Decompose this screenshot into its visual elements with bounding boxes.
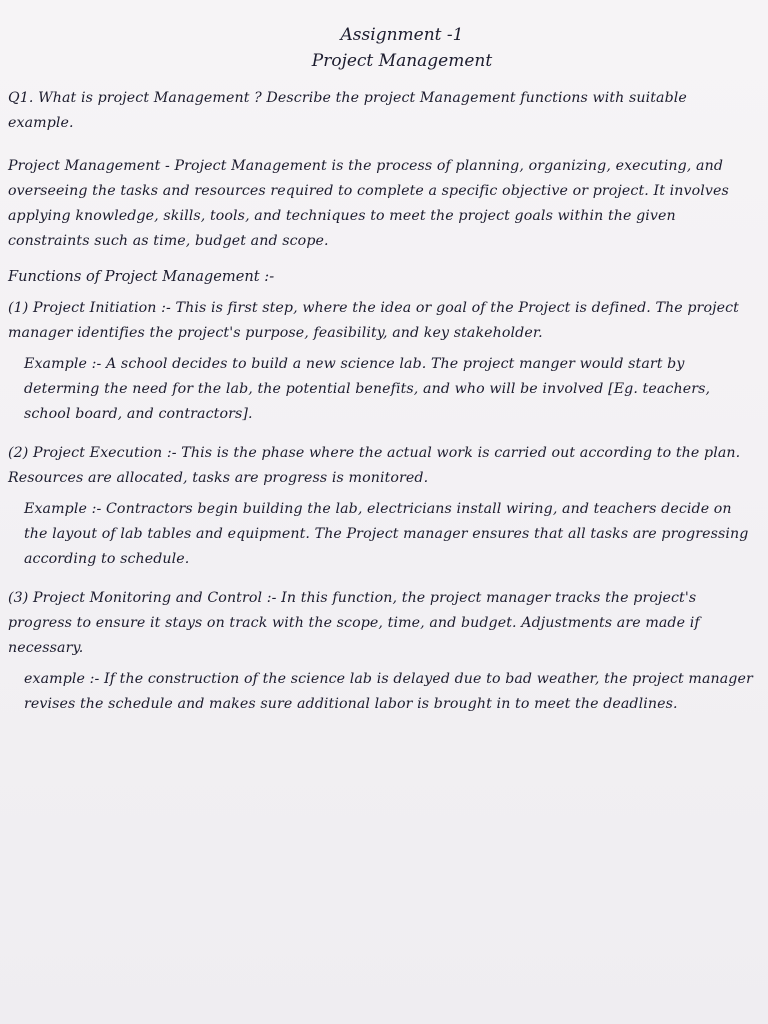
question-1: Q1. What is project Management ? Describe the project Management functions with suitable example. bbox=[8, 90, 687, 131]
example-monitoring: example :- If the construction of the science lab is delayed due to bad weather, the project manager revises the schedule and makes sure additional labor is brought in to meet the deadlines. bbox=[24, 671, 753, 712]
function-monitoring: (3) Project Monitoring and Control :- In this function, the project manager tracks the project's progress to ensure it stays on track with the scope, time, and budget. Adjustments are made if necessary. bbox=[8, 590, 700, 656]
function-initiation: (1) Project Initiation :- This is first step, where the idea or goal of the Project is defined. The project manager identifies the project's purpose, feasibility, and key stakeholder. bbox=[8, 300, 739, 341]
definition-paragraph: Project Management - Project Management is the process of planning, organizing, executing, and overseeing the tasks and resources required to complete a specific objective or project. It involves applying knowledge, skills, tools, and techniques to meet the project goals within the given constraints such as time, budget and scope. bbox=[8, 158, 729, 249]
assignment-subtitle: Project Management bbox=[311, 51, 493, 71]
assignment-title: Assignment -1 bbox=[340, 25, 464, 45]
functions-heading: Functions of Project Management :- bbox=[8, 268, 275, 285]
example-initiation: Example :- A school decides to build a new science lab. The project manger would start by determing the need for the lab, the potential benefits, and who will be involved [Eg. teachers, school board, and contractors]. bbox=[24, 356, 711, 422]
function-execution: (2) Project Execution :- This is the phase where the actual work is carried out according to the plan. Resources are allocated, tasks are progress is monitored. bbox=[8, 445, 741, 486]
example-execution: Example :- Contractors begin building the lab, electricians install wiring, and teachers decide on the layout of lab tables and equipment. The Project manager ensures that all tasks are progressing according to schedule. bbox=[24, 501, 749, 567]
